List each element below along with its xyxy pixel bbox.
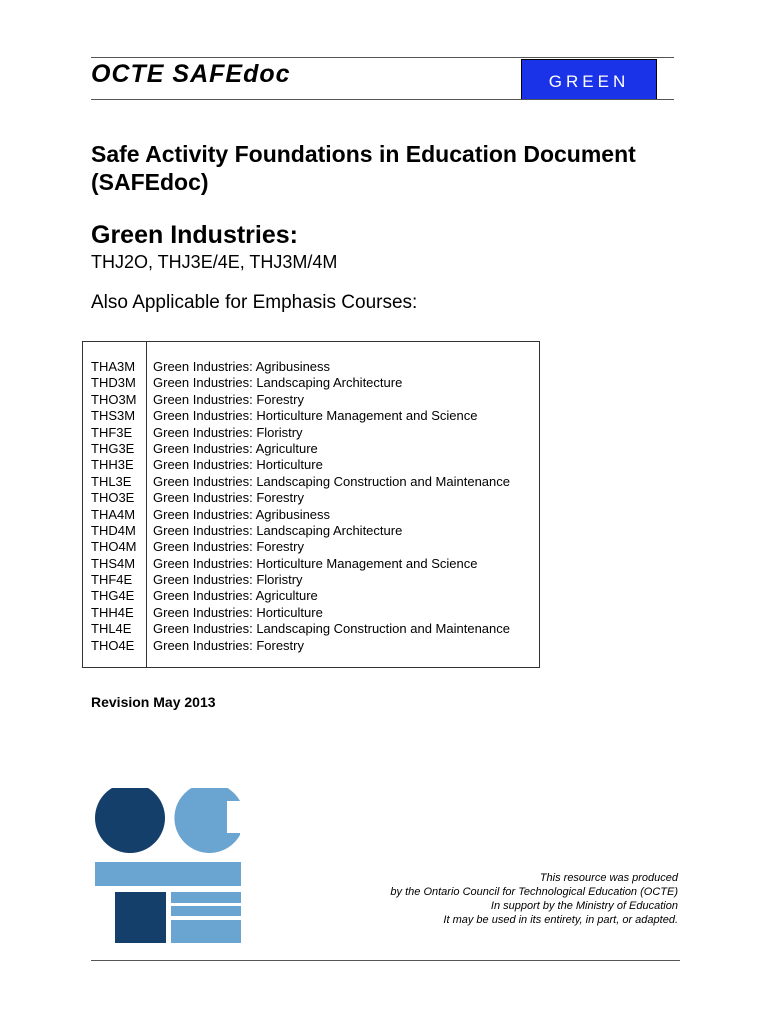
table-row bbox=[83, 457, 539, 473]
table-row bbox=[83, 572, 539, 588]
header-top-rule bbox=[91, 57, 674, 58]
octe-logo bbox=[95, 788, 243, 946]
course-code: THD3M bbox=[91, 375, 136, 391]
course-code: THS3M bbox=[91, 408, 136, 424]
green-badge: GREEN bbox=[521, 59, 657, 100]
course-code: THF4E bbox=[91, 572, 133, 588]
course-code: THL3E bbox=[91, 473, 132, 489]
course-code: THH4E bbox=[91, 604, 134, 620]
course-name: Green Industries: Forestry bbox=[153, 539, 304, 555]
table-row bbox=[83, 490, 539, 506]
table-row bbox=[83, 441, 539, 457]
course-name: Green Industries: Forestry bbox=[153, 490, 304, 506]
table-row bbox=[83, 588, 539, 604]
section-title: Green Industries: bbox=[91, 221, 298, 249]
logo-light-stripe-3 bbox=[171, 920, 241, 943]
footer-rule bbox=[91, 960, 680, 961]
header-bottom-rule bbox=[91, 99, 674, 100]
course-name: Green Industries: Floristry bbox=[153, 572, 303, 588]
course-code: THO3M bbox=[91, 391, 137, 407]
course-code: THL4E bbox=[91, 621, 132, 637]
logo-light-bar bbox=[95, 862, 241, 886]
logo-dark-circle bbox=[95, 788, 165, 853]
course-code: THF3E bbox=[91, 424, 133, 440]
credits-line: This resource was produced bbox=[539, 872, 678, 884]
table-row bbox=[83, 539, 539, 555]
course-name: Green Industries: Agriculture bbox=[153, 588, 318, 604]
revision-date: Revision May 2013 bbox=[91, 694, 216, 710]
document-title: Safe Activity Foundations in Education Document (SAFEdoc) bbox=[91, 141, 636, 195]
course-table bbox=[82, 341, 540, 668]
table-row bbox=[83, 605, 539, 621]
course-codes: THJ2O, THJ3E/4E, THJ3M/4M bbox=[91, 252, 338, 272]
logo-light-stripe-2 bbox=[171, 906, 241, 916]
course-code: THO4M bbox=[91, 539, 137, 555]
table-row bbox=[83, 523, 539, 539]
course-name: Green Industries: Forestry bbox=[153, 391, 304, 407]
table-row bbox=[83, 425, 539, 441]
table-row bbox=[83, 507, 539, 523]
table-row bbox=[83, 359, 539, 375]
course-code: THG4E bbox=[91, 588, 135, 604]
course-name: Green Industries: Forestry bbox=[153, 637, 304, 653]
course-code: THD4M bbox=[91, 522, 136, 538]
table-row bbox=[83, 408, 539, 424]
course-name: Green Industries: Landscaping Construction and Maintenance bbox=[153, 621, 510, 637]
table-row bbox=[83, 621, 539, 637]
table-row bbox=[83, 556, 539, 572]
course-name: Green Industries: Agribusiness bbox=[153, 506, 331, 522]
table-row bbox=[83, 392, 539, 408]
course-name: Green Industries: Horticulture Management and Science bbox=[153, 555, 478, 571]
course-code: THS4M bbox=[91, 555, 136, 571]
credits-line: It may be used in its entirety, in part, or adapted. bbox=[443, 914, 678, 926]
course-name: Green Industries: Horticulture bbox=[153, 604, 323, 620]
course-code: THO3E bbox=[91, 490, 135, 506]
table-row bbox=[83, 474, 539, 490]
logo-light-c-shape bbox=[174, 788, 240, 853]
credits-line: by the Ontario Council for Technological Education (OCTE) bbox=[390, 886, 678, 898]
course-name: Green Industries: Landscaping Architecture bbox=[153, 522, 403, 538]
course-name: Green Industries: Horticulture bbox=[153, 457, 323, 473]
course-code: THG3E bbox=[91, 440, 135, 456]
table-row bbox=[83, 638, 539, 654]
course-rows bbox=[83, 359, 539, 654]
course-name: Green Industries: Horticulture Management and Science bbox=[153, 408, 478, 424]
course-name: Green Industries: Agriculture bbox=[153, 440, 318, 456]
table-row bbox=[83, 375, 539, 391]
course-code: THH3E bbox=[91, 457, 134, 473]
course-name: Green Industries: Landscaping Architecture bbox=[153, 375, 403, 391]
course-code: THA4M bbox=[91, 506, 136, 522]
course-name: Green Industries: Agribusiness bbox=[153, 359, 331, 374]
course-name: Green Industries: Landscaping Construction and Maintenance bbox=[153, 473, 510, 489]
credits-block bbox=[390, 871, 678, 927]
course-name: Green Industries: Floristry bbox=[153, 424, 303, 440]
logo-dark-square bbox=[115, 892, 166, 943]
course-code: THA3M bbox=[91, 359, 136, 374]
credits-line: In support by the Ministry of Education bbox=[490, 900, 678, 912]
logo-light-stripe-1 bbox=[171, 892, 241, 903]
course-code: THO4E bbox=[91, 637, 135, 653]
emphasis-heading: Also Applicable for Emphasis Courses: bbox=[91, 292, 418, 313]
header-title: OCTE SAFEdoc bbox=[91, 60, 291, 88]
